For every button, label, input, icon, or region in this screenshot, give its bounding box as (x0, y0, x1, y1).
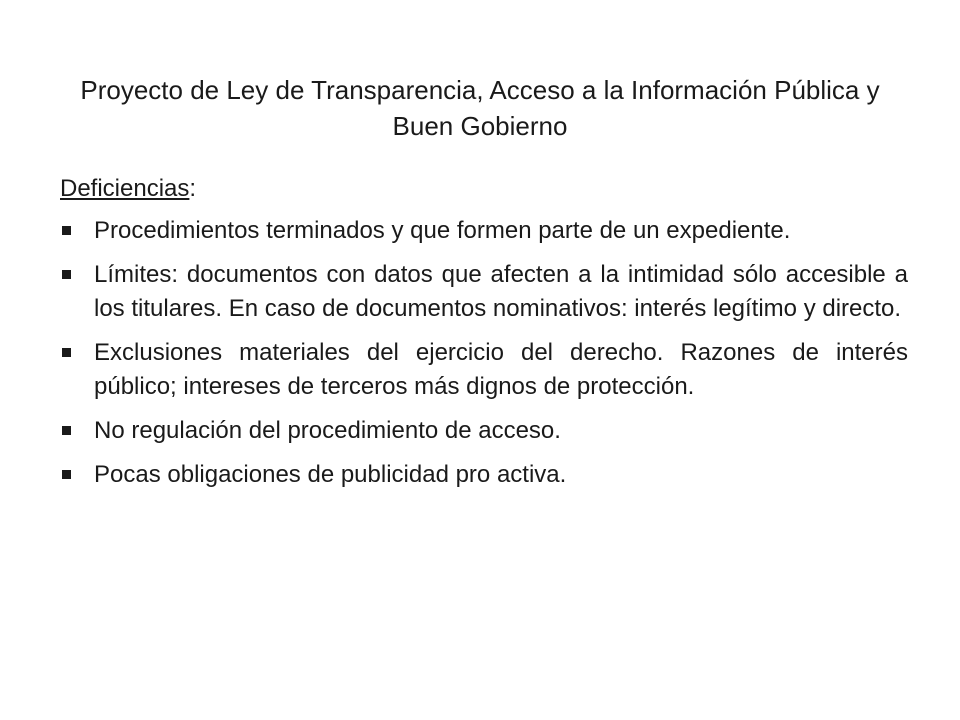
slide-content (60, 172, 908, 502)
bullet-item (60, 458, 908, 492)
section-heading (60, 172, 908, 206)
bullet-item (60, 336, 908, 404)
square-bullet-icon (62, 470, 71, 479)
section-heading-text: Deficiencias (60, 175, 190, 202)
bullet-text: Procedimientos terminados y que formen parte de un expediente. (94, 217, 791, 244)
bullet-list (60, 214, 908, 492)
slide-title: Proyecto de Ley de Transparencia, Acceso a la Información Pública y Buen Gobierno (80, 75, 880, 141)
square-bullet-icon (62, 226, 71, 235)
bullet-text: Exclusiones materiales del ejercicio del derecho. Razones de interés público; intereses de terceros más dignos de protección. (94, 339, 908, 400)
bullet-text: Límites: documentos con datos que afecten a la intimidad sólo accesible a los titulares. En caso de documentos nominativos: interés legítimo y directo. (94, 261, 908, 322)
square-bullet-icon (62, 348, 71, 357)
bullet-item (60, 258, 908, 326)
bullet-item (60, 414, 908, 448)
section-heading-colon: : (189, 175, 197, 202)
bullet-text: Pocas obligaciones de publicidad pro activa. (94, 461, 567, 488)
bullet-item (60, 214, 908, 248)
square-bullet-icon (62, 270, 71, 279)
square-bullet-icon (62, 426, 71, 435)
bullet-text: No regulación del procedimiento de acceso. (94, 417, 561, 444)
